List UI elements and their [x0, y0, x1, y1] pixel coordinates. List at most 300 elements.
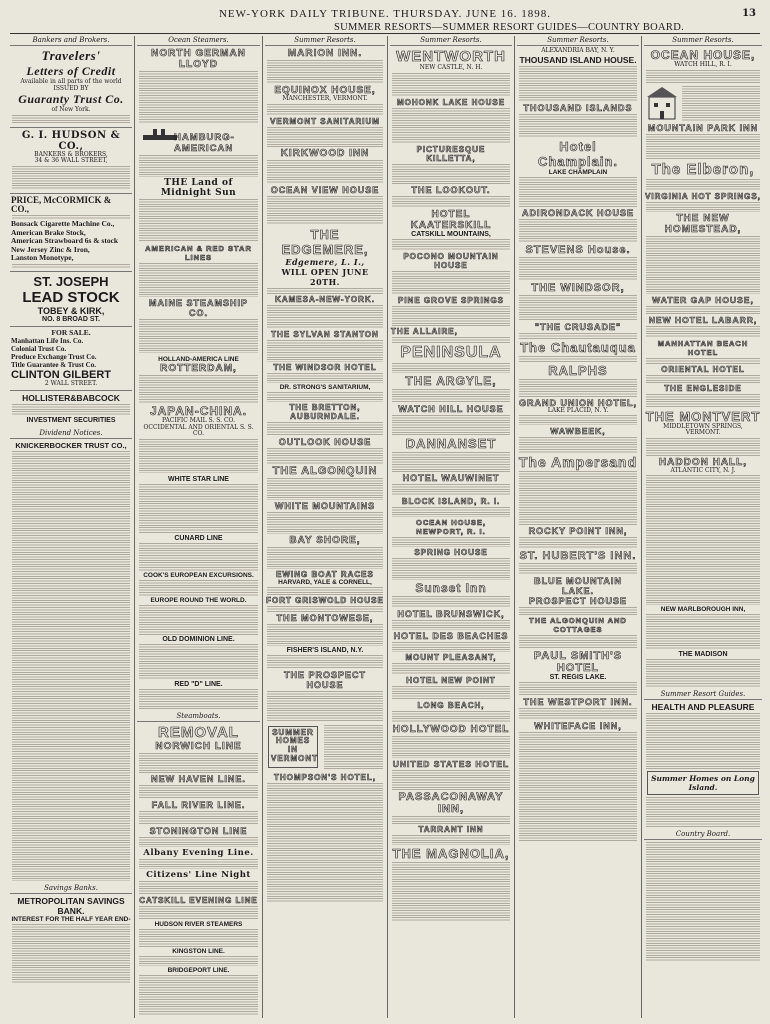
- ad-text: TOBEY & KIRK,: [37, 306, 105, 317]
- body-text: [324, 725, 383, 769]
- body-text: [139, 929, 258, 947]
- divider: [10, 271, 132, 272]
- ad-heading: FOR SALE.: [51, 328, 91, 338]
- ad-heading: NORTH GERMAN LLOYD: [151, 48, 246, 70]
- ad-heading: Letters of Credit: [26, 64, 116, 78]
- ad-heading: THE EDGEMERE,: [281, 226, 369, 257]
- ad-heading: COOK'S EUROPEAN EXCURSIONS.: [143, 571, 254, 579]
- column-summer-resorts-d: [644, 36, 762, 1018]
- ad-heading: ST. JOSEPH: [33, 274, 109, 290]
- ad-heading: Hotel Champlain.: [537, 138, 619, 169]
- body-text: [139, 785, 258, 799]
- body-text: [392, 642, 510, 652]
- ad-text: HARVARD, YALE & CORNELL,: [278, 578, 372, 586]
- ad-heading: RALPHS: [548, 362, 608, 378]
- ad-heading: THOMPSON'S HOTEL,: [273, 772, 376, 782]
- body-text: [139, 644, 258, 680]
- ad-heading: FISHER'S ISLAND, N.Y.: [286, 646, 364, 654]
- body-text: [267, 691, 383, 721]
- body-text: [392, 835, 510, 845]
- ad-heading: STEVENS House.: [525, 243, 631, 256]
- ad-heading: POCONO MOUNTAIN HOUSE: [403, 251, 499, 270]
- ad-text: LAKE PLACID, N. Y.: [547, 406, 609, 414]
- ad-heading: THE BRETTON, AUBURNDALE.: [289, 402, 361, 421]
- column-divider: [641, 36, 642, 1018]
- body-text: [519, 257, 637, 281]
- body-text: [392, 239, 510, 251]
- column-divider: [262, 36, 263, 1018]
- ad-heading: THE LOOKOUT.: [411, 184, 491, 195]
- section-heading: Bankers and Brokers.: [10, 36, 132, 46]
- ad-heading: THOUSAND ISLANDS: [523, 102, 633, 113]
- list-item: Produce Exchange Trust Co.: [11, 352, 97, 361]
- body-text: [392, 452, 510, 472]
- stock-list: [11, 220, 131, 263]
- body-text: [139, 439, 258, 473]
- body-text: [267, 60, 383, 84]
- body-text: [267, 783, 383, 903]
- body-text: [646, 358, 760, 364]
- body-text: [519, 333, 637, 339]
- column-divider: [514, 36, 515, 1018]
- ad-text: CATSKILL MOUNTAINS,: [411, 230, 491, 238]
- ad-heading: PRICE, McCORMICK & CO.,: [11, 194, 112, 214]
- body-text: [646, 797, 760, 827]
- ad-holland-america: [138, 356, 259, 473]
- ad-heading: MAINE STEAMSHIP CO.: [148, 298, 248, 318]
- masthead-title: NEW-YORK DAILY TRIBUNE. THURSDAY. JUNE 16. 1898.: [218, 8, 552, 20]
- ad-heading: PINE GROVE SPRINGS: [397, 295, 505, 305]
- section-heading: Summer Resorts.: [644, 36, 762, 46]
- body-text: [392, 484, 510, 496]
- ad-illustration-row: [645, 85, 761, 123]
- ad-heading: ROCKY POINT INN,: [528, 526, 628, 537]
- body-text: [267, 288, 383, 294]
- ad-heading: REMOVAL: [158, 723, 239, 741]
- ad-text: Edgemere, L. I.,: [285, 256, 365, 267]
- ad-heading: Travelers': [41, 48, 101, 63]
- ad-heading: G. I. HUDSON & CO.,: [21, 129, 121, 152]
- body-text: [267, 606, 383, 612]
- ad-heading: FALL RIVER LINE.: [151, 799, 246, 810]
- ad-heading: ST. HUBERT'S INN.: [519, 550, 637, 563]
- body-text: [267, 587, 383, 595]
- box-line: HOMES: [275, 736, 311, 746]
- section-heading: Steamboats.: [137, 712, 260, 722]
- body-text: [392, 389, 510, 403]
- ad-heading: CATSKILL EVENING LINE: [139, 895, 258, 905]
- ad-text: ATLANTIC CITY, N. J.: [670, 466, 736, 474]
- ad-heading: THE WESTPORT INN.: [523, 697, 633, 708]
- ad-heading: AMERICAN & RED STAR LINES: [145, 244, 252, 262]
- body-text: [12, 215, 130, 219]
- body-text: [646, 70, 760, 84]
- ad-heading: HAMBURG-AMERICAN: [174, 132, 235, 154]
- ad-heading: GRAND UNION HOTEL,: [519, 397, 637, 408]
- ad-heading: THE ALGONQUIN: [272, 464, 378, 477]
- ad-heading: THE MAGNOLIA,: [392, 845, 510, 861]
- body-text: [267, 104, 383, 116]
- ad-heading: OLD DOMINION LINE.: [162, 635, 235, 643]
- column-summer-resorts-c: [517, 36, 639, 1018]
- ad-text: MIDDLETOWN SPRINGS, VERMONT.: [663, 422, 743, 437]
- summer-homes-box: [268, 726, 318, 768]
- column-ocean-steamers: [137, 36, 260, 1018]
- body-text: [12, 166, 130, 190]
- ad-heading: WHITEFACE INN,: [534, 721, 622, 732]
- column-bankers: [10, 36, 132, 1018]
- body-text: [267, 655, 383, 669]
- hotel-building-icon: [645, 85, 679, 121]
- box-line: SUMMER: [272, 727, 314, 737]
- body-text: [519, 114, 637, 138]
- column-divider: [387, 36, 388, 1018]
- ad-heading: THE ARGYLE,: [405, 373, 497, 388]
- ad-heading: WATER GAP HOUSE,: [652, 294, 754, 305]
- header-rule: [10, 33, 760, 34]
- body-text: [646, 614, 760, 650]
- box-line: IN: [288, 745, 298, 755]
- ad-ocean-house: [645, 48, 761, 687]
- ad-heading: THE PROSPECT HOUSE: [283, 669, 366, 690]
- ad-health-pleasure: [645, 702, 761, 827]
- ad-travelers-letters: [11, 48, 131, 124]
- ad-heading: THE Land of Midnight Sun: [160, 178, 237, 198]
- ad-heading: Sunset Inn: [415, 580, 487, 595]
- ad-heading: MANHATTAN BEACH HOTEL: [657, 338, 749, 357]
- ad-heading: PENINSULA: [400, 343, 502, 361]
- body-text: [12, 404, 130, 416]
- ad-text: Available in all parts of the world ISSUED BY: [20, 78, 122, 92]
- ad-heading: KIRKWOOD INN: [280, 147, 370, 159]
- page-header: [14, 8, 756, 22]
- ad-heading: VIRGINIA HOT SPRINGS,: [645, 191, 761, 201]
- body-text: [646, 134, 760, 160]
- body-text: [139, 155, 258, 177]
- body-text: [519, 471, 637, 525]
- ad-summer-homes-vermont: [266, 724, 384, 770]
- ad-heading: SPRING HOUSE: [414, 547, 488, 557]
- stock-list: [11, 337, 131, 369]
- ad-heading: BAY SHORE,: [289, 534, 361, 546]
- body-text: [139, 71, 258, 123]
- ad-heading: EQUINOX HOUSE,: [274, 85, 376, 96]
- ad-heading: NEW MARLBOROUGH INN,: [660, 606, 746, 614]
- ad-text: ST. REGIS LAKE.: [549, 674, 607, 682]
- ad-lead-stock: [11, 274, 131, 323]
- ad-country-board: [645, 842, 761, 962]
- ad-heading: ORIENTAL HOTEL: [661, 364, 745, 374]
- body-text: [139, 543, 258, 571]
- body-text: [139, 906, 258, 920]
- ad-heading: DR. STRONG'S SANITARIUM,: [279, 383, 371, 391]
- list-item: Lanston Monotype,: [11, 253, 74, 263]
- body-text: [267, 547, 383, 569]
- divider: [10, 390, 132, 391]
- ad-heading: THOUSAND ISLAND HOUSE.: [519, 54, 637, 65]
- ad-heading: UNITED STATES HOTEL: [392, 758, 510, 769]
- body-text: [12, 264, 130, 268]
- ad-hollister: [11, 393, 131, 424]
- ad-heading: PASSACONAWAY INN,: [398, 790, 504, 815]
- body-text: [519, 295, 637, 321]
- section-heading: Savings Banks.: [10, 884, 132, 894]
- ad-text: 34 & 36 WALL STREET,: [34, 157, 108, 165]
- ad-heading: MOUNTAIN PARK INN: [647, 122, 759, 133]
- body-text: [682, 86, 760, 122]
- ad-heading: FORT GRISWOLD HOUSE: [266, 595, 384, 605]
- ad-text: BANKERS & BROKERS,: [34, 150, 108, 158]
- body-text: [267, 305, 383, 329]
- ad-heading: THE WINDSOR HOTEL: [273, 362, 377, 372]
- ad-heading: The Ampersand: [518, 454, 638, 471]
- ad-heading: LEAD STOCK: [22, 289, 120, 307]
- ad-heading: OCEAN VIEW HOUSE: [270, 184, 380, 195]
- body-text: [646, 306, 760, 314]
- body-text: [646, 375, 760, 383]
- ad-heading: HOTEL NEW POINT: [406, 675, 496, 685]
- ad-wentworth: [391, 48, 511, 922]
- list-item: Bonsack Cigarette Machine Co.,: [11, 218, 115, 228]
- ad-heading: HOTEL WAUWINET: [402, 472, 500, 483]
- ad-heading: EUROPE ROUND THE WORLD.: [150, 596, 247, 604]
- body-text: [519, 682, 637, 696]
- ad-hamburg-american: [138, 126, 259, 241]
- ad-heading: The Chautauqua: [520, 339, 636, 355]
- ad-heading: HOTEL KAATERSKILL: [410, 208, 492, 231]
- body-text: [646, 659, 760, 687]
- section-heading: Summer Resorts.: [517, 36, 639, 46]
- divider: [10, 326, 132, 327]
- body-text: [392, 663, 510, 675]
- body-text: [519, 563, 637, 575]
- column-divider: [134, 36, 135, 1018]
- ad-thousand-island: [518, 48, 638, 842]
- body-text: [519, 177, 637, 207]
- ad-heading: THE SYLVAN STANTON: [271, 329, 379, 339]
- body-text: [267, 340, 383, 362]
- body-text: [646, 179, 760, 191]
- body-text: [139, 837, 258, 847]
- body-text: [392, 164, 510, 184]
- ad-heading: MOUNT PLEASANT,: [405, 652, 497, 662]
- section-heading: Summer Resort Guides.: [644, 690, 762, 700]
- body-text: [392, 736, 510, 758]
- ad-heading: THE ENGLESIDE: [664, 383, 742, 393]
- ad-heading: HOLLAND-AMERICA LINE: [158, 356, 239, 363]
- body-text: [139, 975, 258, 1015]
- ad-text: WILL OPEN JUNE 20TH.: [281, 266, 369, 287]
- body-text: [519, 537, 637, 549]
- body-text: [267, 392, 383, 402]
- body-text: [646, 842, 760, 962]
- ad-heading: THE MONTVERT: [645, 408, 761, 424]
- body-text: [392, 596, 510, 608]
- ad-text: ALEXANDRIA BAY, N. Y.: [541, 47, 615, 54]
- body-text: [519, 635, 637, 649]
- ad-heading: THE MONTOWESE,: [276, 612, 374, 623]
- ad-heading: STONINGTON LINE: [149, 825, 248, 836]
- ad-heading: Albany Evening Line.: [143, 847, 254, 858]
- body-text: [519, 415, 637, 425]
- ad-heading: THE ALLAIRE,: [391, 326, 458, 336]
- ad-heading: ROTTERDAM,: [160, 363, 237, 374]
- body-text: [392, 770, 510, 790]
- ad-heading: RED "D" LINE.: [174, 680, 223, 688]
- body-text: [267, 422, 383, 436]
- body-text: [267, 373, 383, 383]
- ad-heading: PICTURESQUE KILLETTA,: [416, 144, 486, 163]
- body-text: [519, 732, 637, 842]
- body-text: [267, 127, 383, 147]
- list-item: Title Guarantee & Trust Co.: [11, 360, 96, 369]
- ad-heading: CUNARD LINE: [174, 534, 223, 542]
- body-text: [392, 711, 510, 723]
- ad-price-mccormick: [11, 196, 131, 268]
- body-text: [12, 451, 130, 881]
- ad-heading: METROPOLITAN SAVINGS BANK.: [17, 896, 125, 917]
- column-summer-resorts-b: [390, 36, 512, 1018]
- body-text: [139, 199, 258, 241]
- ad-text: MANCHESTER, VERMONT.: [282, 95, 368, 102]
- ad-heading: THE ALGONQUIN AND COTTAGES: [529, 616, 627, 635]
- list-item: American Brake Stock,: [11, 227, 86, 237]
- list-item: American Strawboard 6s & stock: [11, 236, 119, 246]
- body-text: [519, 219, 637, 243]
- box-line: VERMONT: [271, 753, 318, 763]
- body-text: [267, 512, 383, 534]
- ad-metropolitan-savings: [11, 896, 131, 984]
- section-heading: Ocean Steamers.: [137, 36, 260, 46]
- notice-knickerbocker: [11, 441, 131, 881]
- body-text: [139, 753, 258, 773]
- ad-heading: ADIRONDACK HOUSE: [521, 207, 634, 218]
- body-text: [139, 605, 258, 635]
- ad-heading: MARION INN.: [287, 48, 363, 59]
- ad-heading: THE WINDSOR,: [531, 281, 625, 294]
- ad-heading: NEW HAVEN LINE.: [151, 773, 246, 784]
- body-text: [646, 236, 760, 294]
- ad-heading: DANNANSET: [405, 435, 497, 451]
- body-text: [392, 73, 510, 97]
- list-item: New Jersey Zinc & Iron,: [11, 244, 90, 254]
- body-text: [392, 862, 510, 922]
- ad-heading: KAMESA-NEW-YORK.: [275, 294, 375, 304]
- list-item: Colonial Trust Co.: [11, 344, 67, 353]
- ad-hudson: [11, 130, 131, 190]
- section-heading: Summer Resorts.: [390, 36, 512, 46]
- ad-heading: PROSPECT HOUSE: [528, 596, 627, 607]
- body-text: [392, 620, 510, 630]
- body-text: [392, 196, 510, 208]
- ad-text: PACIFIC MAIL S. S. CO.: [161, 417, 236, 424]
- body-text: [267, 478, 383, 500]
- body-text: [392, 271, 510, 295]
- divider: [10, 127, 132, 128]
- ad-heading: WENTWORTH: [396, 48, 506, 65]
- divider: [10, 193, 132, 194]
- ad-heading: INTEREST FOR THE HALF YEAR END-: [11, 916, 131, 924]
- ad-heading: JAPAN-CHINA.: [149, 404, 248, 418]
- ad-text: LAKE CHAMPLAIN: [548, 168, 608, 176]
- section-heading: Country Board.: [644, 830, 762, 840]
- ad-heading: NEW HOTEL LABARR,: [648, 314, 758, 325]
- body-text: [646, 394, 760, 408]
- ad-heading: MOHONK LAKE HOUSE: [396, 97, 506, 107]
- body-text: [392, 337, 510, 343]
- ad-heading: CLINTON GILBERT: [11, 368, 112, 381]
- ad-heading: KINGSTON LINE.: [172, 947, 225, 955]
- body-text: [12, 115, 130, 124]
- ad-text: 2 WALL STREET.: [44, 379, 98, 387]
- ad-heading: INVESTMENT SECURITIES: [26, 417, 116, 425]
- ad-marion-inn: [266, 48, 384, 224]
- body-text: [392, 363, 510, 373]
- ad-red-star: [138, 244, 259, 353]
- body-text: [267, 160, 383, 184]
- section-header: SUMMER RESORTS—SUMMER RESORT GUIDES—COUNTRY BOARD.: [333, 22, 685, 33]
- body-text: [139, 689, 258, 709]
- ad-heading: NORWICH LINE: [155, 740, 242, 752]
- ad-heading: VERMONT SANITARIUM: [270, 116, 380, 126]
- ad-heading: WAWBEEK,: [550, 426, 606, 437]
- body-text: [519, 356, 637, 362]
- body-text: [392, 108, 510, 144]
- ad-text: NO. 8 BROAD ST.: [42, 316, 100, 324]
- body-text: [139, 484, 258, 534]
- ad-north-german-lloyd: [138, 48, 259, 123]
- ad-text: WATCH HILL, R. I.: [674, 61, 732, 68]
- page-number: 13: [742, 8, 756, 19]
- body-text: [139, 956, 258, 966]
- body-text: [646, 475, 760, 605]
- ad-heading: WHITE STAR LINE: [168, 475, 229, 483]
- body-text: [646, 438, 760, 456]
- ad-steamboats: [138, 724, 259, 1015]
- body-text: [392, 686, 510, 700]
- column-summer-resorts-a: [265, 36, 385, 1018]
- ad-heading: HADDON HALL,: [658, 456, 748, 468]
- body-text: [139, 319, 258, 353]
- body-text: [139, 580, 258, 596]
- ad-edgemere: [266, 227, 384, 721]
- body-text: [392, 306, 510, 326]
- body-text: [392, 537, 510, 547]
- body-text: [519, 437, 637, 453]
- body-text: [392, 558, 510, 580]
- ad-heading: BLUE MOUNTAIN LAKE.: [534, 576, 622, 597]
- ad-heading: WATCH HILL HOUSE: [398, 403, 504, 414]
- body-text: [139, 375, 258, 403]
- body-text: [12, 924, 130, 984]
- body-text: [392, 507, 510, 517]
- ad-white-star: [138, 476, 259, 709]
- ad-text: NEW CASTLE, N. H.: [419, 64, 483, 71]
- body-text: [139, 811, 258, 825]
- ad-heading: Guaranty Trust Co.: [18, 92, 124, 107]
- section-heading: Summer Resorts.: [265, 36, 385, 46]
- ad-heading: OUTLOOK HOUSE: [278, 436, 372, 447]
- ad-heading: TARRANT INN: [418, 824, 484, 834]
- ad-heading: PAUL SMITH'S HOTEL: [533, 650, 623, 675]
- ad-heading: HOLLISTER&BABCOCK: [22, 393, 120, 404]
- ad-heading: "THE CRUSADE": [534, 321, 622, 332]
- ad-for-sale: [11, 329, 131, 387]
- ad-heading: THE MADISON: [678, 651, 728, 659]
- ad-heading: HOLLYWOOD HOTEL: [392, 723, 510, 735]
- ad-heading: THE NEW HOMESTEAD,: [664, 212, 742, 235]
- ad-heading: HUDSON RIVER STEAMERS: [154, 920, 243, 928]
